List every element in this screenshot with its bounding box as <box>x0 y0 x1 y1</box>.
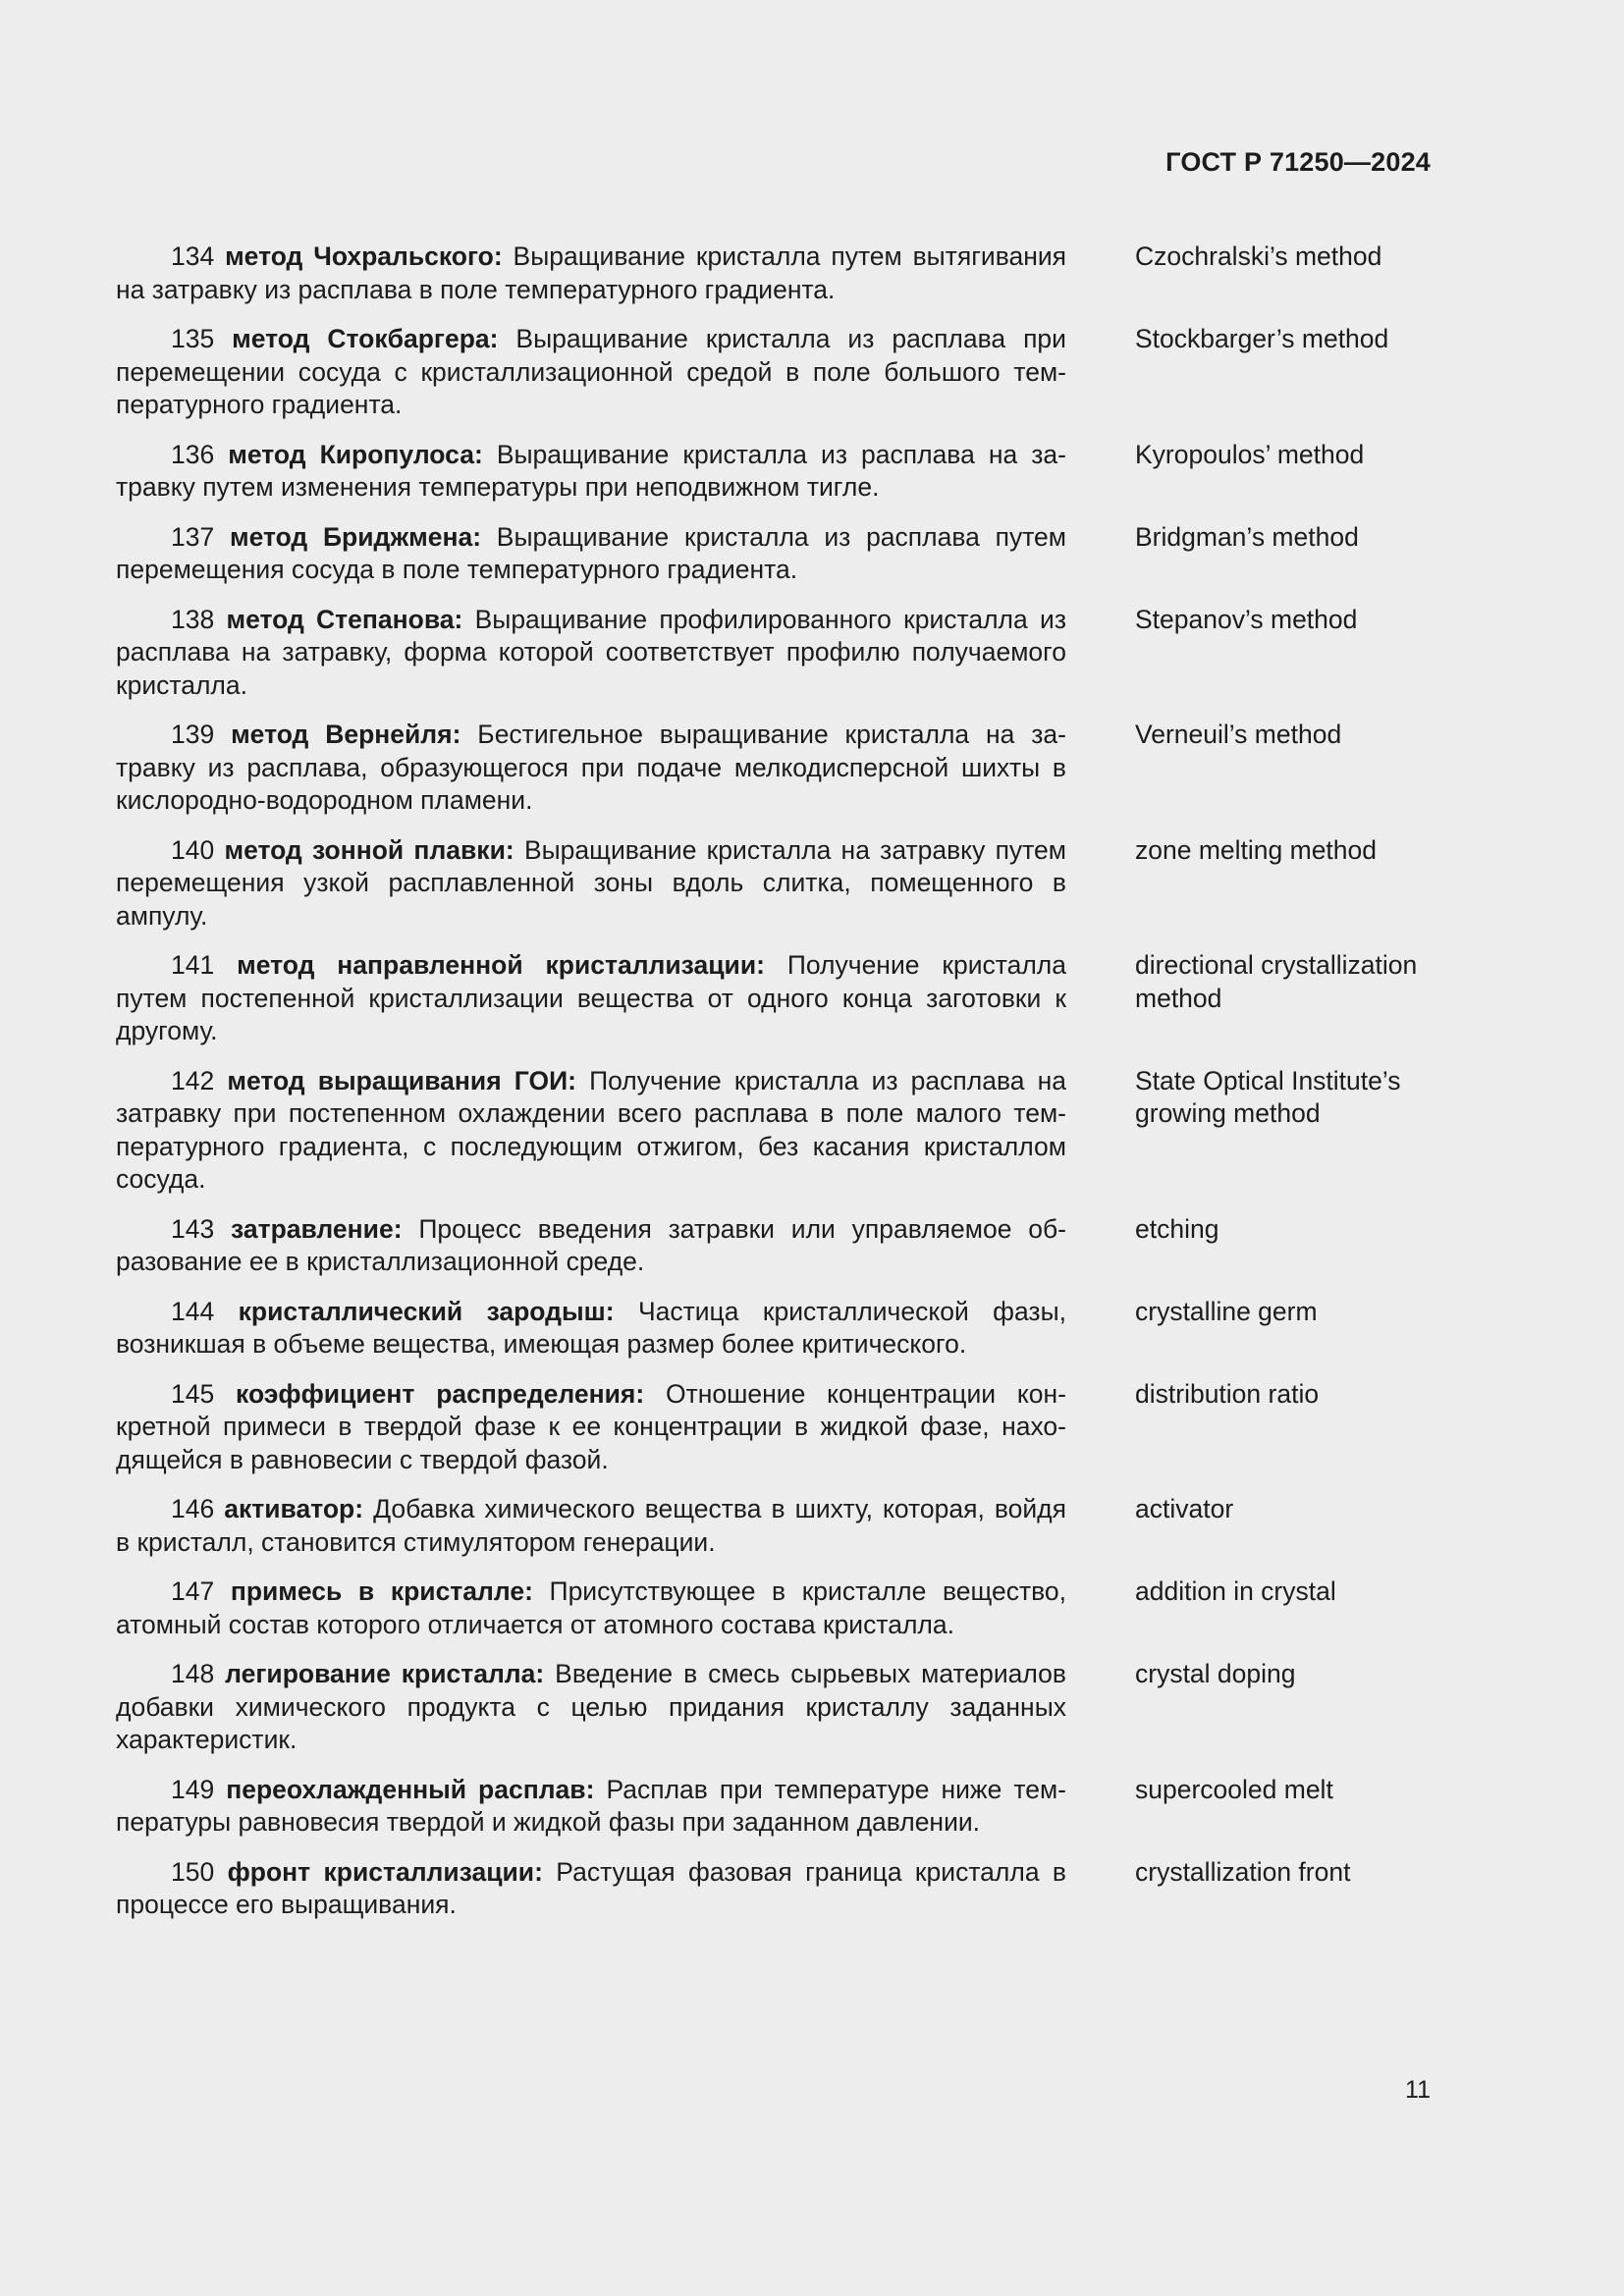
term-definition-russian <box>116 1296 1066 1362</box>
term-name: активатор: <box>224 1494 364 1523</box>
term-english-equivalent: Stepanov’s method <box>1135 604 1358 634</box>
term-definition-text: Частица кристаллической фазы, возникшая в объеме вещества, имеющая размер более критического. <box>116 1296 1066 1359</box>
term-entry <box>116 1493 1432 1559</box>
term-entry <box>116 1065 1432 1197</box>
term-entry <box>116 949 1432 1048</box>
term-english-equivalent: Kyropoulos’ method <box>1135 439 1365 469</box>
term-english-equivalent: Verneuil’s method <box>1135 720 1342 749</box>
term-name: коэффициент распределения: <box>236 1378 645 1409</box>
term-entry <box>116 604 1432 703</box>
term-definition-russian <box>116 521 1066 587</box>
term-english-equivalent: supercooled melt <box>1135 1774 1333 1804</box>
term-english-equivalent: crystalline germ <box>1135 1296 1318 1326</box>
term-entry <box>116 1575 1432 1641</box>
term-number: 136 <box>171 439 215 469</box>
term-definition-russian <box>116 1774 1066 1840</box>
term-number: 147 <box>171 1576 215 1606</box>
term-definition-russian <box>116 323 1066 422</box>
term-english-equivalent: distribution ratio <box>1135 1378 1320 1409</box>
term-entry <box>116 1856 1432 1922</box>
term-english-equivalent: activator <box>1135 1494 1234 1523</box>
term-number: 140 <box>171 834 215 865</box>
term-entry <box>116 1658 1432 1757</box>
term-definition-text: Процесс введения затравки или управляемое образование ее в кристаллизационной среде. <box>116 1213 1066 1276</box>
term-english-equivalent: addition in crystal <box>1135 1576 1336 1606</box>
term-definition-text: Добавка химического вещества в шихту, которая, войдя в кристалл, становится стимулятором генерации. <box>116 1494 1066 1557</box>
term-definition-text: Выращивание кристалла из расплава путем перемещения сосуда в поле температурного градиента. <box>116 521 1066 584</box>
term-english-equivalent: Stockbarger’s method <box>1135 324 1389 353</box>
term-entry <box>116 1378 1432 1477</box>
term-number: 143 <box>171 1213 215 1244</box>
term-entry <box>116 719 1432 818</box>
term-name: метод Степанова: <box>226 604 463 634</box>
term-name: затравление: <box>231 1213 403 1244</box>
term-definition-russian <box>116 1856 1066 1922</box>
term-name: кристаллический зародыш: <box>238 1296 615 1326</box>
term-definition-russian <box>116 439 1066 505</box>
term-english-equivalent: zone melting method <box>1135 834 1378 865</box>
term-number: 149 <box>171 1774 215 1804</box>
term-number: 145 <box>171 1378 215 1409</box>
term-definition-text: Выращивание кристалла путем вытягивания на затравку из расплава в поле температурного градиента. <box>116 241 1066 304</box>
term-number: 142 <box>171 1065 215 1095</box>
term-number: 138 <box>171 604 215 634</box>
term-number: 150 <box>171 1856 215 1887</box>
term-entry <box>116 240 1432 306</box>
term-definition-text: Расплав при температуре ниже температуры равновесия твердой и жидкой фазы при заданном давлении. <box>116 1774 1066 1837</box>
term-definition-russian <box>116 604 1066 703</box>
term-english-equivalent: Bridgman’s method <box>1135 521 1359 552</box>
term-english-equivalent: etching <box>1135 1213 1219 1244</box>
term-entry <box>116 1774 1432 1840</box>
term-definition-russian <box>116 949 1066 1048</box>
term-english-equivalent: directional crystallization method <box>1135 950 1418 1013</box>
term-definition-russian <box>116 1575 1066 1641</box>
term-name: метод Стокбаргера: <box>232 324 499 353</box>
term-entry <box>116 323 1432 422</box>
term-number: 135 <box>171 324 215 353</box>
term-number: 134 <box>171 241 215 271</box>
term-definition-russian <box>116 1213 1066 1279</box>
document-standard-header: ГОСТ Р 71250—2024 <box>1165 147 1431 177</box>
term-entry <box>116 1213 1432 1279</box>
term-english-equivalent: State Optical Institute’s growing method <box>1135 1065 1401 1128</box>
term-definition-russian <box>116 1658 1066 1757</box>
term-number: 137 <box>171 521 215 552</box>
term-definition-text: Бестигельное выращивание кристалла на затравку из расплава, образующегося при подаче мелкодисперсной шихты в кислородно-водородном пламени. <box>116 720 1066 815</box>
term-english-equivalent: crystallization front <box>1135 1856 1351 1887</box>
term-name: метод зонной плавки: <box>224 834 514 865</box>
term-entry <box>116 834 1432 934</box>
terms-list <box>116 240 1432 1939</box>
term-definition-text: Отношение концентрации конкретной примеси в твердой фазе к ее концентрации в жидкой фазе, находящейся в равновесии с твердой фазой. <box>116 1378 1066 1474</box>
page-number: 11 <box>1405 2076 1431 2104</box>
term-name: метод выращивания ГОИ: <box>227 1065 576 1095</box>
term-definition-text: Присутствующее в кристалле вещество, атомный состав которого отличается от атомного состава кристалла. <box>116 1576 1066 1639</box>
term-name: метод направленной кристаллизации: <box>237 950 765 980</box>
term-english-equivalent: crystal doping <box>1135 1659 1296 1688</box>
term-name: метод Чохральского: <box>225 241 503 271</box>
term-entry <box>116 521 1432 587</box>
term-definition-text: Выращивание кристалла из расплава на затравку путем изменения температуры при неподвижном тигле. <box>116 439 1066 502</box>
term-definition-russian <box>116 240 1066 306</box>
term-definition-russian <box>116 719 1066 818</box>
term-definition-text: Растущая фазовая граница кристалла в процессе его выращивания. <box>116 1856 1066 1919</box>
term-definition-text: Получение кристалла из расплава на затравку при постепенном охлаждении всего расплава в поле малого температурного градиента, с последующим отжигом, без касания кристаллом сосуда. <box>116 1065 1066 1194</box>
term-number: 144 <box>171 1296 215 1326</box>
term-number: 148 <box>171 1659 215 1688</box>
term-name: фронт кристаллизации: <box>227 1856 543 1887</box>
term-definition-russian <box>116 1065 1066 1197</box>
term-entry <box>116 1296 1432 1362</box>
term-name: метод Бриджмена: <box>229 521 482 552</box>
term-english-equivalent: Czochralski’s method <box>1135 241 1382 271</box>
term-name: метод Вернейля: <box>231 720 461 749</box>
term-entry <box>116 439 1432 505</box>
term-number: 141 <box>171 950 215 980</box>
term-name: легирование кристалла: <box>225 1659 545 1688</box>
term-definition-text: Получение кристалла путем постепенной кристаллизации вещества от одного конца заготовки к другому. <box>116 950 1066 1045</box>
term-definition-text: Выращивание кристалла из расплава при перемещении сосуда с кристаллизационной средой в поле большого температурного градиента. <box>116 324 1066 419</box>
term-definition-russian <box>116 1378 1066 1477</box>
term-definition-text: Выращивание профилированного кристалла из расплава на затравку, форма которой соответствует профилю получаемого кристалла. <box>116 604 1066 700</box>
term-name: переохлажденный расплав: <box>226 1774 595 1804</box>
term-definition-russian <box>116 834 1066 934</box>
term-number: 139 <box>171 720 215 749</box>
term-name: примесь в кристалле: <box>230 1576 533 1606</box>
term-definition-text: Выращивание кристалла на затравку путем перемещения узкой расплавленной зоны вдоль слитка, помещенного в ампулу. <box>116 834 1066 931</box>
term-definition-text: Введение в смесь сырьевых материалов добавки химического продукта с целью придания кристаллу заданных характеристик. <box>116 1659 1066 1754</box>
term-name: метод Киропулоса: <box>228 439 483 469</box>
term-definition-russian <box>116 1493 1066 1559</box>
term-number: 146 <box>171 1494 215 1523</box>
